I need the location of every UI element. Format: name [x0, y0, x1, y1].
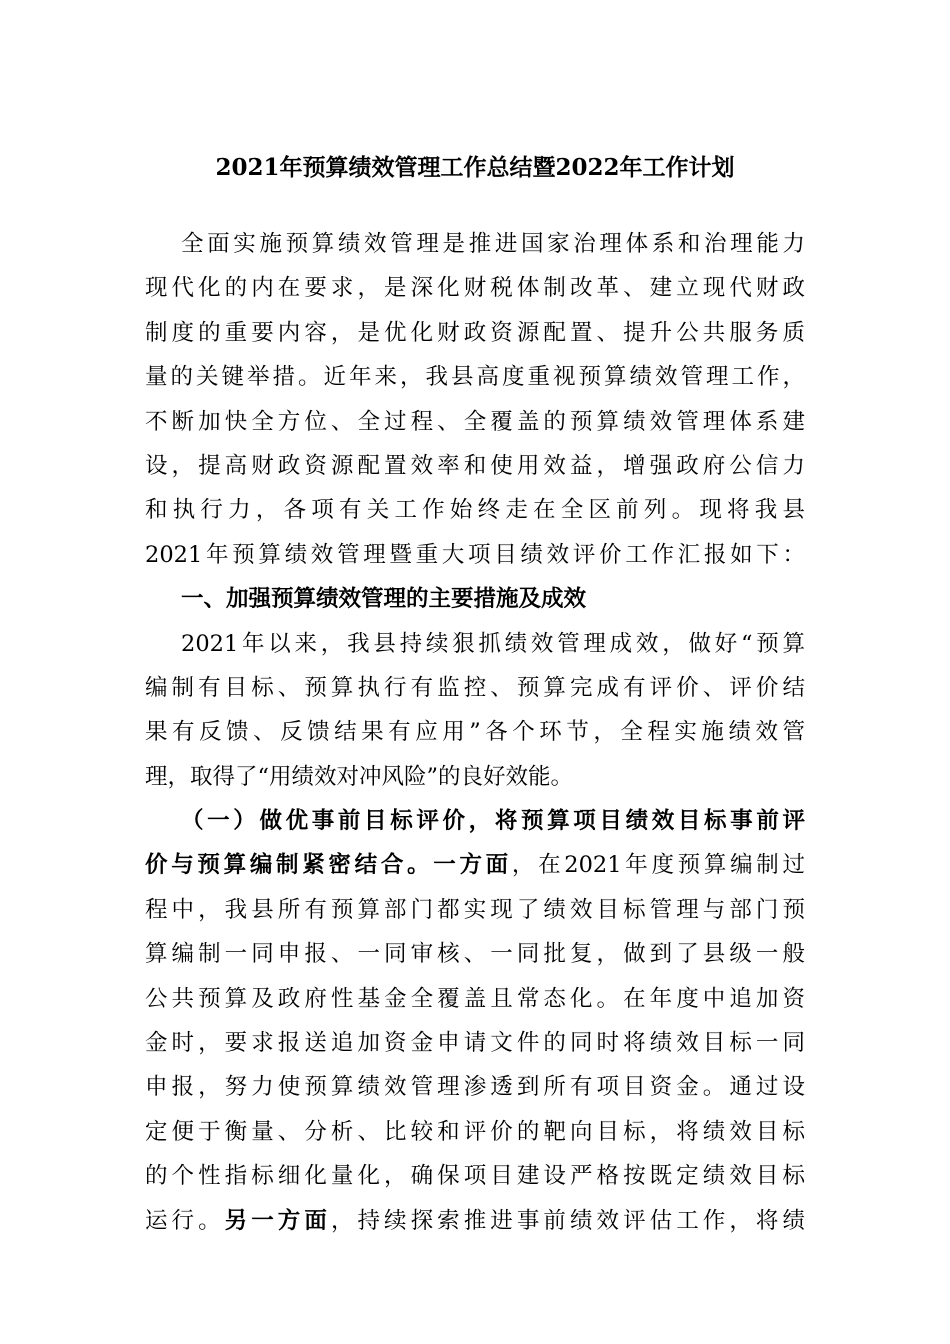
- paragraph-line: 的个性指标细化量化，确保项目建设严格按既定绩效目标: [145, 1163, 805, 1190]
- paragraph-line: 2021年以来，我县持续狠抓绩效管理成效，做好“预算: [181, 630, 805, 657]
- paragraph-line: 设，提高财政资源配置效率和使用效益，增强政府公信力: [145, 452, 805, 479]
- document-title: 2021年预算绩效管理工作总结暨2022年工作计划: [215, 154, 735, 181]
- bold-phrase: 价与预算编制紧密结合。一方面: [145, 852, 512, 879]
- section-heading: 一、加强预算绩效管理的主要措施及成效: [181, 586, 587, 613]
- paragraph-line: 和执行力，各项有关工作始终走在全区前列。现将我县: [145, 497, 805, 524]
- paragraph-line: 制度的重要内容，是优化财政资源配置、提升公共服务质: [145, 319, 805, 346]
- paragraph-line: 公共预算及政府性基金全覆盖且常态化。在年度中追加资: [145, 985, 805, 1012]
- paragraph-line: 编制有目标、预算执行有监控、预算完成有评价、评价结: [145, 674, 805, 701]
- paragraph-line: 定便于衡量、分析、比较和评价的靶向目标，将绩效目标: [145, 1118, 805, 1145]
- paragraph-line: 现代化的内在要求，是深化财税体制改革、建立现代财政: [145, 275, 805, 302]
- paragraph-line: 全面实施预算绩效管理是推进国家治理体系和治理能力: [181, 231, 805, 257]
- paragraph-line: 2021年预算绩效管理暨重大项目绩效评价工作汇报如下：: [145, 541, 805, 568]
- inline-text: ，持续探索推进事前绩效评估工作，将绩: [330, 1207, 805, 1234]
- document-body: [145, 222, 805, 1243]
- paragraph-line: 金时，要求报送追加资金申请文件的同时将绩效目标一同: [145, 1030, 805, 1057]
- paragraph-line: 量的关键举措。近年来，我县高度重视预算绩效管理工作，: [145, 364, 805, 391]
- bold-phrase: 另一方面: [224, 1207, 331, 1234]
- paragraph-line: [145, 843, 805, 887]
- paragraph-line: 果有反馈、反馈结果有应用”各个环节，全程实施绩效管: [145, 719, 805, 746]
- inline-text: ，在2021年度预算编制过: [511, 852, 805, 879]
- paragraph-line: 理，取得了“用绩效对冲风险”的良好效能。: [145, 763, 574, 790]
- paragraph-line: [145, 1199, 805, 1243]
- paragraph-line: 算编制一同申报、一同审核、一同批复，做到了县级一般: [145, 941, 805, 968]
- paragraph-line: 申报，努力使预算绩效管理渗透到所有项目资金。通过设: [145, 1074, 805, 1101]
- paragraph-line: 程中，我县所有预算部门都实现了绩效目标管理与部门预: [145, 896, 805, 923]
- paragraph-line: 不断加快全方位、全过程、全覆盖的预算绩效管理体系建: [145, 408, 805, 435]
- subsection-heading: （一）做优事前目标评价，将预算项目绩效目标事前评: [181, 808, 805, 835]
- inline-text: 运行。: [145, 1207, 225, 1234]
